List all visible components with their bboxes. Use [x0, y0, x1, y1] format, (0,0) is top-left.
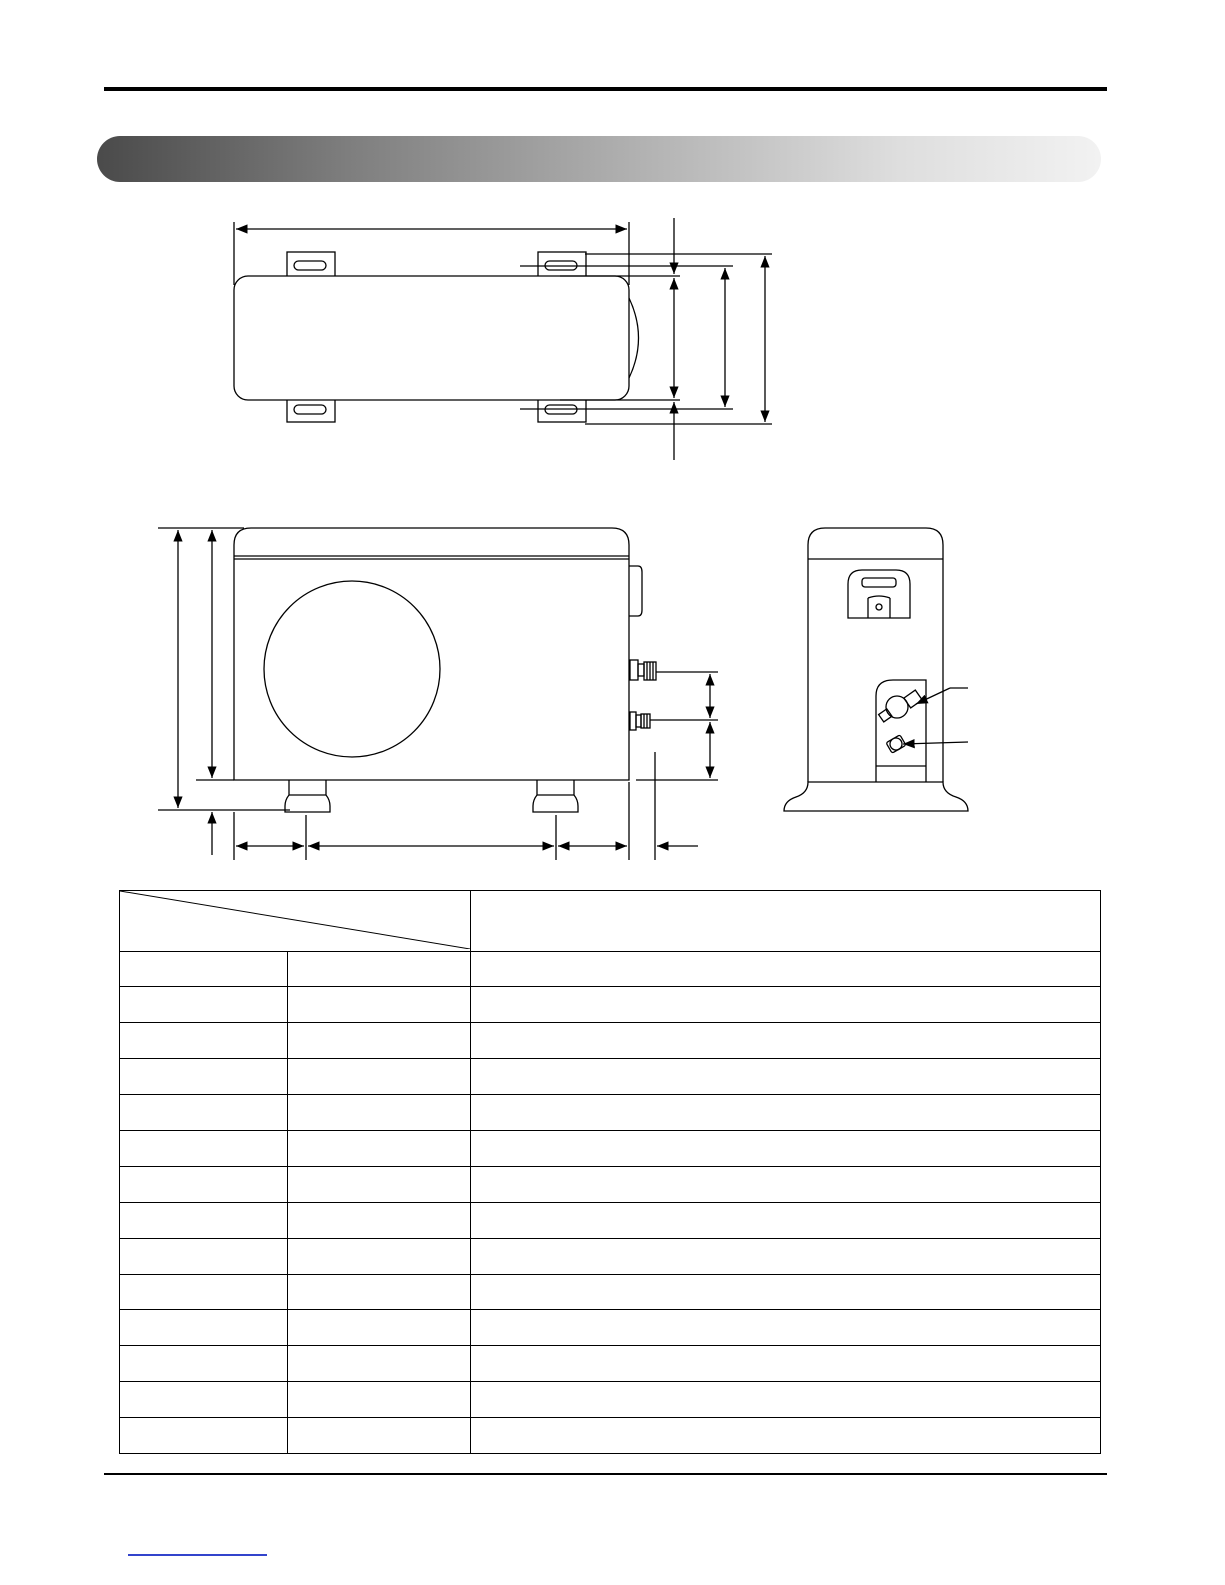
table-cell-col1: [120, 987, 288, 1023]
table-cell-col1: [120, 1310, 288, 1346]
table-cell-col3: [471, 1059, 1101, 1095]
front-side-cover: [629, 566, 642, 616]
front-body: [234, 528, 629, 780]
table-cell-col1: [120, 1238, 288, 1274]
table-cell-col3: [471, 1274, 1101, 1310]
table-cell-col1: [120, 1202, 288, 1238]
table-cell-col3: [471, 987, 1101, 1023]
side-view: [784, 528, 968, 811]
table-cell-col2: [288, 951, 471, 987]
table-cell-col1: [120, 1166, 288, 1202]
table-row: [120, 1166, 1101, 1202]
table-cell-col3: [471, 1202, 1101, 1238]
table-cell-col3: [471, 951, 1101, 987]
table-cell-col3: [471, 1418, 1101, 1454]
bottom-rule: [104, 1473, 1107, 1475]
table-cell-col3: [471, 1310, 1101, 1346]
table-row: [120, 1274, 1101, 1310]
table-row: [120, 1130, 1101, 1166]
top-view: [234, 218, 772, 460]
front-gas-valve: [630, 660, 656, 680]
front-view: [158, 528, 718, 860]
top-body: [234, 276, 629, 400]
table-cell-col1: [120, 1059, 288, 1095]
table-cell-col2: [288, 1095, 471, 1131]
table-cell-col1: [120, 1274, 288, 1310]
table-row: [120, 1238, 1101, 1274]
table-row: [120, 987, 1101, 1023]
table-cell-col2: [288, 1166, 471, 1202]
table-header-row: [120, 891, 1101, 952]
table-row: [120, 1382, 1101, 1418]
table-cell-col2: [288, 1418, 471, 1454]
table-cell-col1: [120, 1418, 288, 1454]
table-cell-col3: [471, 1238, 1101, 1274]
table-cell-col1: [120, 1130, 288, 1166]
table-cell-col3: [471, 1130, 1101, 1166]
table-cell-col2: [288, 1238, 471, 1274]
table-cell-col2: [288, 1130, 471, 1166]
slot-top-left: [294, 261, 326, 270]
table-cell-col1: [120, 1023, 288, 1059]
front-foot-right: [533, 780, 578, 812]
table-cell-col2: [288, 1274, 471, 1310]
table-row: [120, 1095, 1101, 1131]
table-row: [120, 1418, 1101, 1454]
footer-link[interactable]: [128, 1554, 267, 1556]
table-cell-col3: [471, 1095, 1101, 1131]
table-row: [120, 1059, 1101, 1095]
top-fan-guard: [629, 298, 639, 378]
table-row: [120, 1346, 1101, 1382]
table-row: [120, 1310, 1101, 1346]
table-diagonal: [120, 891, 470, 949]
dimension-table: [119, 890, 1101, 1454]
table-cell-col2: [288, 1346, 471, 1382]
table-cell-col2: [288, 1059, 471, 1095]
table-row: [120, 951, 1101, 987]
table-cell-col2: [288, 1382, 471, 1418]
table-cell-col2: [288, 987, 471, 1023]
table-cell-col3: [471, 1023, 1101, 1059]
table-cell-col3: [471, 1382, 1101, 1418]
slot-bottom-left: [294, 405, 326, 414]
table-cell-col3: [471, 1346, 1101, 1382]
table-cell-col2: [288, 1023, 471, 1059]
table-cell-col2: [288, 1310, 471, 1346]
table-row: [120, 1202, 1101, 1238]
table-cell-col3: [471, 1166, 1101, 1202]
table-cell-col2: [288, 1202, 471, 1238]
table-corner-cell: [120, 891, 471, 952]
table-row: [120, 1023, 1101, 1059]
table-cell-col1: [120, 1095, 288, 1131]
front-liquid-valve: [630, 712, 650, 730]
table-cell-col1: [120, 1382, 288, 1418]
front-foot-left: [285, 780, 330, 812]
side-base: [784, 782, 968, 811]
table-cell-col1: [120, 951, 288, 987]
table-header-label: [471, 891, 1101, 952]
table-cell-col1: [120, 1346, 288, 1382]
